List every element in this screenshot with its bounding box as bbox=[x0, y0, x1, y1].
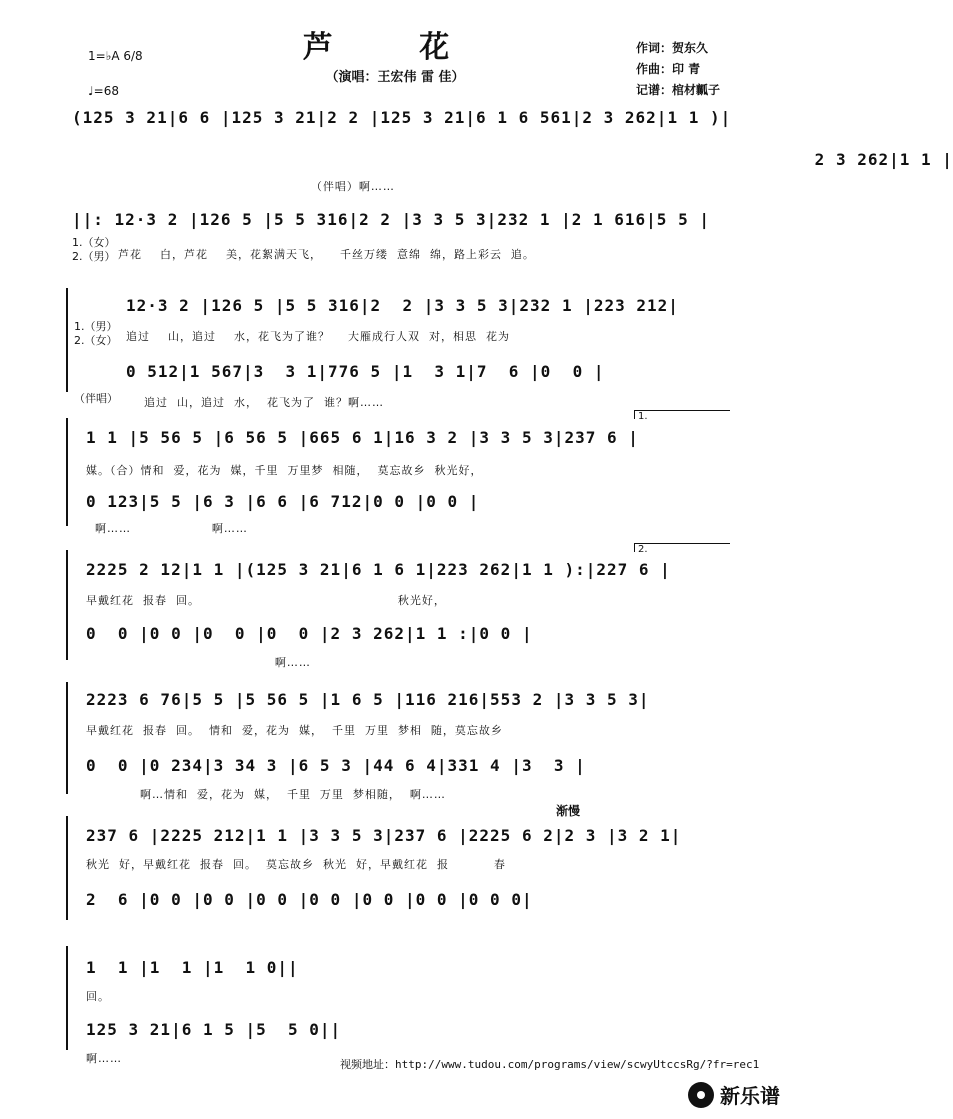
score-row bbox=[86, 958, 728, 977]
ritardando-mark: 渐慢 bbox=[556, 804, 581, 818]
site-logo bbox=[688, 1080, 780, 1109]
lyric-text: （伴唱）啊…… bbox=[140, 180, 395, 193]
lyric-text: 早戴红花 报春 回。 秋光好， bbox=[86, 594, 446, 607]
lyric-text: 回。 bbox=[86, 990, 110, 1003]
score-row bbox=[86, 690, 728, 709]
score-row bbox=[400, 150, 953, 169]
melody-line: 237 6 |2225 212|1 1 |3 3 5 3|237 6 |2225 6 2|2 3 |3 2 1| bbox=[86, 826, 682, 845]
lyric-line bbox=[86, 856, 728, 872]
melody-line: 0 123|5 5 |6 3 |6 6 |6 712|0 0 |0 0 | bbox=[86, 492, 480, 511]
system-bracket bbox=[66, 682, 68, 794]
system-bracket bbox=[66, 550, 68, 660]
score-row bbox=[72, 108, 732, 127]
voice-label: 2.（女） bbox=[74, 334, 118, 347]
volta-2: 2. bbox=[634, 543, 730, 552]
key-signature: 1=♭A 6/8 bbox=[88, 49, 143, 63]
melody-line: 2225 2 12|1 1 |(125 3 21|6 1 6 1|223 262|1 1 ):|227 6 | bbox=[86, 560, 671, 579]
volta-1: 1. bbox=[634, 410, 730, 419]
score-row bbox=[126, 296, 728, 315]
lyric-line bbox=[126, 394, 728, 410]
melody-line: 0 0 |0 234|3 34 3 |6 5 3 |44 6 4|331 4 |3 3 | bbox=[86, 756, 586, 775]
lyric-line bbox=[126, 328, 728, 344]
lyric-line bbox=[86, 722, 728, 738]
score-row bbox=[86, 826, 728, 845]
composer-credit: 作曲：印 青 bbox=[635, 62, 701, 76]
lyric-line bbox=[86, 520, 728, 536]
melody-line: 1 1 |5 56 5 |6 56 5 |665 6 1|16 3 2 |3 3 5 3|237 6 | bbox=[86, 428, 639, 447]
score-row bbox=[86, 492, 728, 511]
voice-labels bbox=[74, 320, 118, 348]
score-row bbox=[86, 890, 728, 909]
score-row bbox=[72, 210, 728, 229]
lyric-line bbox=[86, 786, 728, 802]
lyric-text: 芦花 白，芦花 美，花絮满天飞， 千丝万缕 意绵 绵，路上彩云 追。 bbox=[118, 248, 535, 261]
melody-line: 2 3 262|1 1 | bbox=[400, 150, 953, 169]
record-icon bbox=[688, 1082, 714, 1108]
voice-label: 2.（男） bbox=[72, 250, 116, 263]
melody-line: 2 6 |0 0 |0 0 |0 0 |0 0 |0 0 |0 0 |0 0 0| bbox=[86, 890, 533, 909]
lyric-line bbox=[86, 654, 728, 670]
score-row bbox=[86, 560, 728, 579]
logo-text: 新乐谱 bbox=[720, 1084, 780, 1108]
lyric-line bbox=[86, 592, 728, 608]
system-bracket bbox=[66, 816, 68, 920]
lyric-text: 早戴红花 报春 回。 情和 爱，花为 媒， 千里 万里 梦相 随，莫忘故乡 bbox=[86, 724, 503, 737]
lyric-text: 秋光 好，早戴红花 报春 回。 莫忘故乡 秋光 好，早戴红花 报 春 bbox=[86, 858, 506, 871]
transcriber-credit: 记谱：棺材瓤子 bbox=[635, 83, 720, 97]
system-bracket bbox=[66, 946, 68, 1050]
lyric-text: 啊…情和 爱，花为 媒， 千里 万里 梦相随， 啊…… bbox=[86, 788, 446, 801]
voice-label: 1.（女） bbox=[72, 236, 116, 249]
melody-line: 2223 6 76|5 5 |5 56 5 |1 6 5 |116 216|553 2 |3 3 5 3| bbox=[86, 690, 650, 709]
lyric-text: 追过 山，追过 水，花飞为了谁？ 大雁成行人双 对，相思 花为 bbox=[126, 330, 510, 343]
voice-labels bbox=[74, 392, 118, 406]
voice-labels bbox=[72, 236, 116, 264]
lyric-text: 啊…… bbox=[86, 1052, 122, 1065]
melody-line: 12·3 2 |126 5 |5 5 316|2 2 |3 3 5 3|232 1 |223 212| bbox=[126, 296, 679, 315]
lyric-line bbox=[86, 462, 728, 478]
melody-line: (125 3 21|6 6 |125 3 21|2 2 |125 3 21|6 1 6 561|2 3 262|1 1 )| bbox=[72, 108, 732, 127]
lyric-text: 啊…… bbox=[86, 656, 311, 669]
system-bracket bbox=[66, 418, 68, 526]
lyric-text: 追过 山，追过 水， 花飞为了 谁？啊…… bbox=[126, 396, 384, 409]
lyric-line bbox=[140, 178, 728, 194]
voice-label: 1.（男） bbox=[74, 320, 118, 333]
lyricist-credit: 作词：贺东久 bbox=[635, 41, 708, 55]
lyric-text: 啊…… 啊…… bbox=[86, 522, 248, 535]
lyric-text: 媒。（合）情和 爱，花为 媒，千里 万里梦 相随， 莫忘故乡 秋光好， bbox=[86, 464, 483, 477]
melody-line: 125 3 21|6 1 5 |5 5 0|| bbox=[86, 1020, 342, 1039]
lyric-line bbox=[86, 988, 728, 1004]
score-row bbox=[86, 428, 728, 447]
score-row bbox=[126, 362, 728, 381]
tempo-mark: ♩=68 bbox=[88, 84, 119, 98]
melody-line: 1 1 |1 1 |1 1 0|| bbox=[86, 958, 299, 977]
lyric-line bbox=[118, 246, 728, 262]
singers-line: （演唱：王宏伟 雷 佳） bbox=[325, 70, 465, 85]
voice-label: （伴唱） bbox=[74, 392, 118, 405]
score-row bbox=[86, 1020, 728, 1039]
melody-line: 0 0 |0 0 |0 0 |0 0 |2 3 262|1 1 :|0 0 | bbox=[86, 624, 533, 643]
score-row bbox=[86, 756, 728, 775]
credits bbox=[636, 38, 720, 101]
melody-line: ||: 12·3 2 |126 5 |5 5 316|2 2 |3 3 5 3|232 1 |2 1 616|5 5 | bbox=[72, 210, 710, 229]
video-url: 视频地址：http://www.tudou.com/programs/view/scwyUtccsRg/?fr=rec1 bbox=[340, 1058, 760, 1071]
melody-line: 0 512|1 567|3 3 1|776 5 |1 3 1|7 6 |0 0 | bbox=[126, 362, 605, 381]
song-title: 芦 花 bbox=[302, 30, 488, 65]
score-row bbox=[86, 624, 728, 643]
system-bracket bbox=[66, 288, 68, 392]
